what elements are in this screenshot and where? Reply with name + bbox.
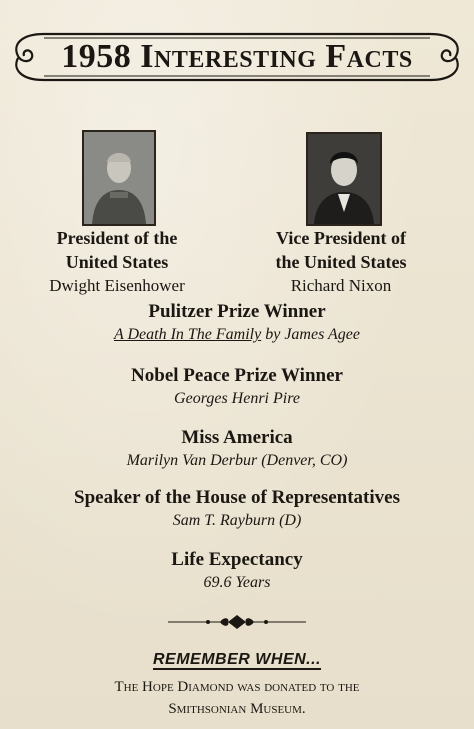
vice-president-caption [252, 226, 430, 298]
remember-when-text: REMEMBER WHEN... [153, 651, 321, 668]
fact-heading: Miss America [181, 427, 293, 448]
vice-president-title-line2: the United States [275, 252, 407, 272]
president-title-line2: United States [65, 252, 169, 272]
vice-president-name: Richard Nixon [290, 276, 392, 295]
fact-speaker [0, 486, 474, 532]
page-title: 1958 Interesting Facts [61, 38, 413, 75]
ornament-divider-icon [168, 612, 306, 632]
fact-heading: Speaker of the House of Representatives [74, 487, 400, 508]
eisenhower-portrait-icon [82, 130, 156, 226]
remember-when-label [0, 651, 474, 669]
president-title-line1: President of the [56, 228, 178, 248]
president-name: Dwight Eisenhower [49, 276, 185, 295]
remember-line2: Smithsonian Museum. [168, 701, 306, 717]
remember-line1: The Hope Diamond was donated to the [114, 679, 360, 695]
president-caption [22, 226, 212, 298]
vice-president-title-line1: Vice President of [276, 228, 406, 248]
fact-value: Georges Henri Pire [174, 390, 300, 407]
fact-nobel [0, 364, 474, 410]
title-banner [4, 22, 470, 92]
fact-value: 69.6 Years [203, 574, 271, 591]
fact-pulitzer [0, 300, 474, 346]
fact-heading: Pulitzer Prize Winner [148, 301, 326, 322]
fact-heading: Nobel Peace Prize Winner [131, 365, 343, 386]
book-title: A Death In The Family [113, 326, 262, 343]
fact-value [0, 324, 474, 346]
fact-value: Sam T. Rayburn (D) [172, 512, 302, 529]
fact-value: Marilyn Van Derbur (Denver, CO) [126, 452, 348, 469]
book-author: by James Agee [261, 326, 360, 343]
fact-miss-america [0, 426, 474, 472]
fact-heading: Life Expectancy [171, 549, 303, 570]
nixon-portrait-icon [306, 132, 382, 226]
fact-life-expectancy [0, 548, 474, 594]
